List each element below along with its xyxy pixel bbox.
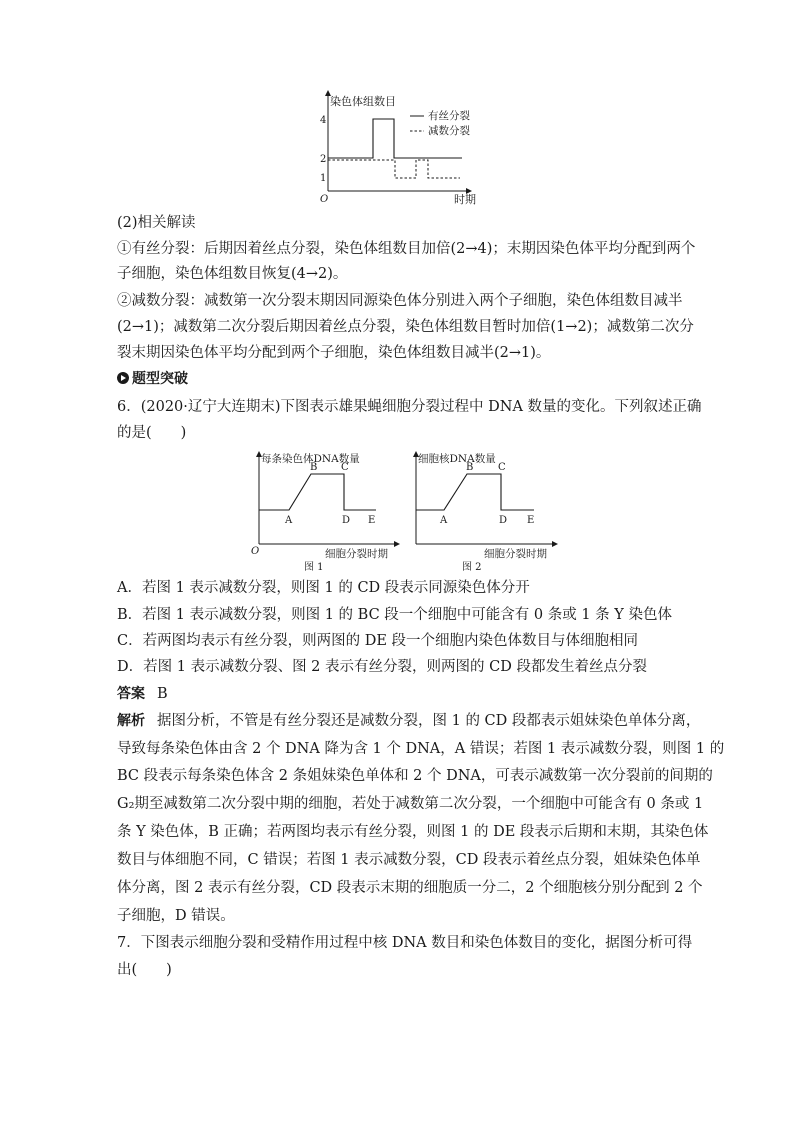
fig1-point-c: C — [341, 462, 349, 473]
fig1-origin: O — [251, 546, 260, 557]
analysis-line6: 数目与体细胞不同，C 错误；若图 1 表示减数分裂，CD 段表示着丝点分裂，姐妹染色体单 — [117, 852, 701, 868]
fig2-point-d: D — [499, 515, 508, 526]
x-axis-label: 时期 — [454, 193, 476, 206]
chromosome-set-chart — [300, 88, 500, 208]
analysis-text-1: 据图分析，不管是有丝分裂还是减数分裂，图 1 的 CD 段都表示姐妹染色单体分离， — [157, 713, 701, 729]
para2-line2: (2→1)；减数第二次分裂后期因着丝点分裂，染色体组数目暂时加倍(1→2)；减数第二次分 — [117, 319, 694, 335]
fig2-point-e: E — [527, 515, 535, 526]
fig1-y-label: 每条染色体DNA数量 — [261, 453, 360, 465]
q6-option-d: D．若图 1 表示减数分裂、图 2 表示有丝分裂，则两图的 CD 段都发生着丝点分裂 — [117, 659, 647, 675]
fig1-point-a: A — [285, 515, 293, 526]
fig2-point-a: A — [440, 515, 448, 526]
fig2-point-c: C — [498, 462, 506, 473]
q6-option-a: A．若图 1 表示减数分裂，则图 1 的 CD 段表示同源染色体分开 — [117, 580, 530, 596]
answer-line — [117, 684, 168, 704]
fig1-point-d: D — [342, 515, 351, 526]
q6-option-c: C．若两图均表示有丝分裂，则两图的 DE 段一个细胞内染色体数目与体细胞相同 — [117, 633, 639, 649]
fig1-caption: 图 1 — [304, 562, 324, 572]
section-heading: (2)相关解读 — [117, 215, 196, 231]
answer-value: B — [157, 686, 168, 702]
analysis-line4: G₂期至减数第二次分裂中期的细胞，若处于减数第二次分裂，一个细胞中可能含有 0 条或 1 — [117, 796, 704, 812]
y-axis-label: 染色体组数目 — [330, 95, 396, 108]
answer-label: 答案 — [117, 686, 145, 702]
fig1-point-b: B — [310, 462, 318, 473]
breakthrough-heading — [117, 369, 188, 389]
analysis-line3: BC 段表示每条染色体含 2 条姐妹染色单体和 2 个 DNA，可表示减数第一次分裂前的间期的 — [117, 768, 713, 784]
y-tick-4: 4 — [320, 115, 327, 126]
q7-stem-line1: 7．下图表示细胞分裂和受精作用过程中核 DNA 数目和染色体数目的变化，据图分析可得 — [117, 935, 693, 951]
fig2-x-axis-arrow — [552, 541, 558, 547]
q6-stem-line1: 6．(2020·辽宁大连期末)下图表示雄果蝇细胞分裂过程中 DNA 数量的变化。下列叙述正确 — [117, 399, 702, 415]
legend-mitosis-label: 有丝分裂 — [428, 110, 470, 122]
analysis-label: 解析 — [117, 713, 145, 729]
para1-line2: 子细胞，染色体组数目恢复(4→2)。 — [117, 266, 348, 282]
analysis-line7: 体分离，图 2 表示有丝分裂，CD 段表示末期的细胞质一分二，2 个细胞核分别分配到 2 个 — [117, 880, 703, 896]
breakthrough-label: 题型突破 — [132, 371, 188, 387]
q7-stem-line2: 出( ) — [117, 962, 172, 978]
q6-stem-line2: 的是( ) — [117, 425, 187, 441]
play-arrow-icon — [117, 372, 129, 384]
fig2-curve — [416, 474, 534, 510]
fig1-x-label: 细胞分裂时期 — [325, 548, 388, 560]
legend-meiosis-label: 减数分裂 — [428, 125, 470, 137]
fig1-curve — [259, 474, 376, 510]
fig2-caption: 图 2 — [462, 562, 482, 572]
fig2-nuclear-dna-chart — [404, 447, 564, 572]
analysis-line5: 条 Y 染色体，B 正确；若两图均表示有丝分裂，则图 1 的 DE 段表示后期和末期，其染色体 — [117, 824, 709, 840]
fig2-y-label: 细胞核DNA数量 — [418, 453, 496, 465]
fig1-point-e: E — [368, 515, 376, 526]
q6-option-b: B．若图 1 表示减数分裂，则图 1 的 BC 段一个细胞中可能含有 0 条或 1 条 Y 染色体 — [117, 607, 672, 623]
fig2-point-b: B — [466, 462, 474, 473]
fig1-x-axis-arrow — [394, 541, 400, 547]
fig2-x-label: 细胞分裂时期 — [484, 548, 547, 560]
y-tick-1: 1 — [320, 173, 327, 184]
analysis-line8: 子细胞，D 错误。 — [117, 908, 235, 924]
series-meiosis-line — [328, 160, 460, 178]
para2-line3: 裂末期因染色体平均分配到两个子细胞，染色体组数目减半(2→1)。 — [117, 345, 551, 361]
fig1-dna-per-chromosome-chart — [246, 447, 406, 572]
analysis-line1 — [117, 711, 700, 731]
analysis-line2: 导致每条染色体由含 2 个 DNA 降为含 1 个 DNA，A 错误；若图 1 表示减数分裂，则图 1 的 — [117, 741, 725, 757]
y-tick-2: 2 — [320, 154, 327, 165]
para2-line1: ②减数分裂：减数第一次分裂末期因同源染色体分别进入两个子细胞，染色体组数目减半 — [117, 293, 683, 309]
origin-label: O — [320, 194, 329, 205]
para1-line1: ①有丝分裂：后期因着丝点分裂，染色体组数目加倍(2→4)；末期因染色体平均分配到两个 — [117, 241, 696, 257]
